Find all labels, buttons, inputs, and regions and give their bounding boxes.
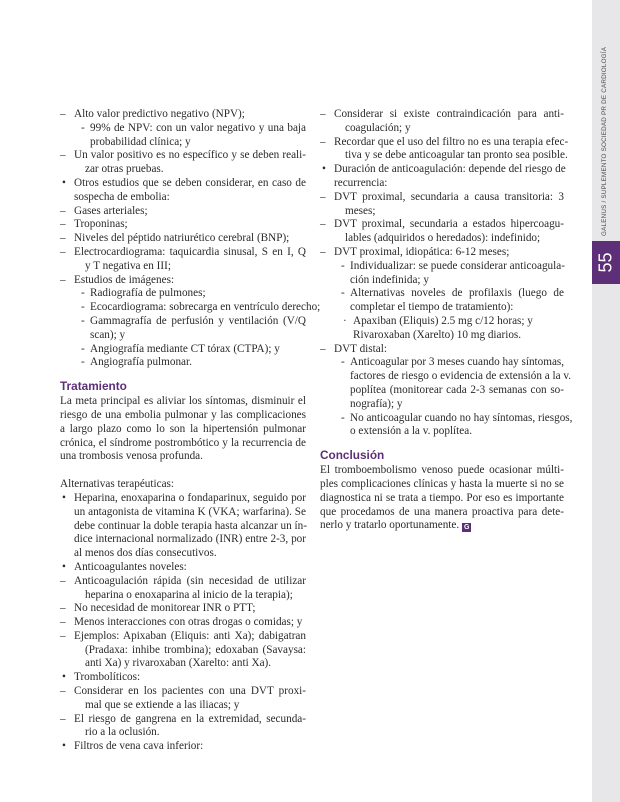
line-text: Tratamiento: [60, 379, 127, 394]
list-marker: -: [81, 121, 85, 134]
paragraph-line: [60, 437, 306, 451]
line-text: heparina o enoxaparina al inicio de la terapia);: [85, 588, 293, 601]
paragraph-line: [60, 423, 306, 437]
left-column: [60, 108, 321, 754]
line-text: mal que se extiende a las iliacas; y: [85, 698, 240, 711]
line-text: al menos dos días consecutivos.: [74, 547, 217, 560]
paragraph-line: [60, 395, 306, 409]
list-item-line: [320, 329, 564, 343]
section-heading: [320, 448, 564, 463]
line-text: No anticoagular cuando no hay síntomas, riesgos,: [350, 411, 573, 424]
list-item-line: [320, 411, 573, 426]
line-text: o extensión a la v. poplítea.: [350, 425, 472, 438]
list-item-line: [320, 218, 564, 232]
line-text: Gammagrafía de perfusión y ventilación (V/Q: [90, 314, 306, 327]
list-marker: -: [341, 259, 345, 272]
list-item-line: [320, 122, 564, 136]
paragraph-line: [60, 450, 306, 464]
list-item-line: [320, 301, 564, 315]
list-marker: –: [60, 218, 66, 231]
line-text: Considerar si existe contraindicación para anti-: [334, 108, 564, 120]
paragraph-gap: [60, 464, 306, 478]
line-text: meses;: [345, 204, 376, 217]
list-item-line: [60, 630, 306, 644]
list-marker: –: [60, 685, 66, 698]
paragraph-line: [320, 478, 564, 492]
list-item-line: [60, 726, 306, 740]
line-text: Gases arteriales;: [74, 204, 148, 217]
page-sidebar: [592, 0, 620, 802]
line-text: El tromboembolismo venoso puede ocasionar múlti-: [320, 464, 564, 477]
line-text: Heparina, enoxaparina o fondaparinux, seguido por: [74, 491, 306, 504]
list-item-line: [60, 274, 306, 288]
line-text: nerlo y tratarlo oportunamente.: [320, 519, 460, 532]
list-item-line: [60, 602, 306, 616]
list-item-line: [320, 384, 564, 398]
list-marker: -: [81, 356, 85, 369]
list-marker: -: [81, 314, 85, 327]
list-item-line: [320, 343, 564, 357]
right-column: [320, 108, 573, 533]
paragraph-line: [320, 506, 564, 520]
line-text: Anticoagulantes noveles:: [74, 560, 187, 573]
line-text: Menos interacciones con otras drogas o comidas; y: [74, 616, 303, 629]
list-marker: –: [60, 602, 66, 615]
paragraph-line: [320, 464, 564, 478]
line-text: Considerar en los pacientes con una DVT proxi-: [74, 685, 306, 698]
list-item-line: [60, 561, 306, 575]
paragraph-line: [320, 492, 564, 506]
list-marker: –: [60, 273, 66, 286]
list-item-line: [60, 246, 306, 260]
list-item-line: [320, 398, 564, 412]
line-text: sospecha de embolia:: [74, 190, 170, 203]
list-item-line: [60, 657, 306, 671]
line-text: Alternativas noveles de profilaxis (luego de: [350, 287, 564, 300]
line-text: DVT distal:: [334, 342, 387, 355]
line-text: Angiografía mediante CT tórax (CTPA); y: [90, 342, 280, 355]
running-title-text: GALENUS / SUPLEMENTO SOCIEDAD PR DE CARDIOLOGÍA: [601, 46, 608, 236]
list-marker: •: [62, 491, 66, 504]
list-marker: -: [341, 411, 345, 424]
list-item-line: [60, 108, 306, 122]
list-item-line: [320, 315, 564, 329]
line-text: DVT proximal, secundaria a causa transitoria: 3: [334, 190, 564, 203]
line-text: riesgo de una embolia pulmonar y las complicaciones: [60, 408, 306, 421]
line-text: debe continuar la doble terapia hasta alcanzar un ín-: [74, 519, 307, 532]
line-text: Apaxiban (Eliquis) 2.5 mg c/12 horas; y: [353, 314, 533, 327]
list-marker: -: [341, 356, 345, 369]
list-item-line: [320, 177, 564, 191]
list-item-line: [60, 589, 306, 603]
line-text: La meta principal es aliviar los síntomas, disminuir el: [60, 395, 306, 408]
line-text: una trombosis venosa profunda.: [60, 450, 203, 463]
list-item-line: [320, 163, 564, 177]
list-marker: –: [60, 108, 66, 120]
line-text: Conclusión: [320, 448, 385, 463]
line-text: Estudios de imágenes:: [74, 273, 175, 286]
page-number: [592, 241, 620, 284]
line-text: poplítea (monitorear cada 2-3 semanas con so-: [350, 383, 564, 396]
line-text: El riesgo de gangrena en la extremidad, secunda-: [74, 712, 306, 725]
list-marker: –: [60, 616, 66, 629]
list-item-line: [60, 343, 306, 357]
list-item-line: [320, 260, 564, 274]
list-item-line: [320, 135, 569, 150]
list-item-line: [60, 177, 306, 191]
list-marker: ·: [343, 314, 347, 327]
line-text: Anticoagulación rápida (sin necesidad de utilizar: [74, 574, 306, 587]
list-marker: –: [60, 245, 66, 258]
line-text: y T negativa en III;: [85, 259, 171, 272]
list-marker: –: [60, 712, 66, 725]
list-item-line: [60, 232, 306, 246]
list-marker: –: [60, 574, 66, 587]
list-item-line: [320, 425, 564, 439]
paragraph-line: [320, 519, 564, 533]
list-item-line: [320, 287, 564, 301]
list-item-line: [320, 370, 572, 384]
line-text: 99% de NPV: con un valor negativo y una baja: [90, 121, 306, 134]
list-marker: -: [81, 287, 85, 300]
list-item-line: [60, 740, 306, 754]
line-text: No necesidad de monitorear INR o PTT;: [74, 602, 256, 615]
list-marker: –: [60, 629, 66, 642]
list-item-line: [320, 356, 564, 370]
list-item-line: [60, 136, 306, 150]
line-text: Individualizar: se puede considerar anticoagula-: [350, 259, 565, 272]
line-text: anti Xa) y rivaroxaban (Xarelto: anti Xa).: [85, 657, 272, 670]
list-marker: –: [60, 204, 66, 217]
list-item-line: [60, 260, 306, 274]
line-text: DVT proximal, secundaria a estados hipercoagu-: [334, 218, 564, 231]
line-text: DVT proximal, idiopática: 6-12 meses;: [334, 245, 510, 258]
line-text: Anticoagular por 3 meses cuando hay síntomas,: [350, 356, 565, 369]
list-marker: –: [320, 190, 326, 203]
line-text: Rivaroxaban (Xarelto) 10 mg diarios.: [353, 328, 522, 341]
list-item-line: [60, 520, 306, 534]
section-heading: [60, 379, 306, 394]
line-text: Ejemplos: Apixaban (Eliquis: anti Xa); dabigatran: [74, 629, 306, 642]
line-text: Otros estudios que se deben considerar, en caso de: [74, 176, 306, 189]
list-item-line: [60, 492, 306, 506]
list-marker: -: [81, 301, 85, 314]
line-text: Duración de anticoagulación: depende del riesgo de: [334, 163, 566, 176]
list-marker: -: [81, 342, 85, 355]
list-item-line: [60, 699, 306, 713]
line-text: Ecocardiograma: sobrecarga en ventrículo derecho;: [90, 301, 321, 314]
list-marker: -: [341, 287, 345, 300]
list-item-line: [320, 246, 564, 260]
list-item-line: [60, 506, 306, 520]
list-item-line: [60, 329, 306, 343]
list-item-line: [60, 616, 306, 630]
list-item-line: [60, 671, 306, 685]
line-text: Alto valor predictivo negativo (NPV);: [74, 108, 245, 120]
line-text: ción indefinida; y: [350, 273, 429, 286]
line-text: nografía); y: [350, 397, 403, 410]
paragraph-line: [60, 409, 306, 423]
list-item-line: [320, 149, 568, 163]
line-text: lables (adquiridos o heredados): indefinido;: [345, 232, 541, 245]
list-marker: –: [60, 232, 66, 245]
list-item-line: [60, 122, 306, 136]
line-text: tiva y se debe anticoagular tan pronto sea posible.: [345, 149, 568, 162]
line-text: Filtros de vena cava inferior:: [74, 740, 204, 753]
list-marker: –: [320, 342, 326, 355]
end-of-article-mark: G: [463, 524, 470, 532]
line-text: a largo plazo como lo son la hipertensión pulmonar: [60, 422, 306, 435]
line-text: diagnostica ni se trata a tiempo. Por eso es importante: [320, 491, 564, 504]
line-text: ples complicaciones clínicas y hasta la muerte si no se: [320, 477, 564, 490]
list-marker: –: [320, 218, 326, 231]
list-item-line: [60, 713, 306, 727]
list-item-line: [320, 274, 564, 288]
line-text: (Pradaxa: inhibe trombina); edoxaban (Savaysa:: [85, 643, 306, 656]
paragraph-line: [60, 478, 306, 492]
line-text: scan); y: [90, 328, 126, 341]
line-text: dice internacional normalizado (INR) entre 2-3, por: [74, 533, 306, 546]
list-marker: –: [320, 135, 326, 148]
line-text: recurrencia:: [334, 176, 388, 189]
list-marker: •: [62, 176, 66, 189]
page-number-text: 55: [595, 252, 616, 273]
line-text: un antagonista de vitamina K (VKA; warfarina). Se: [74, 505, 306, 518]
list-item-line: [60, 644, 306, 658]
line-text: rio a la oclusión.: [85, 726, 160, 739]
list-item-line: [320, 108, 564, 122]
list-marker: •: [322, 163, 326, 176]
list-item-line: [320, 191, 564, 205]
line-text: Un valor positivo es no específico y se deben reali-: [74, 149, 306, 162]
list-marker: –: [320, 108, 326, 120]
list-marker: –: [60, 149, 66, 162]
list-item-line: [60, 149, 306, 163]
list-marker: •: [62, 740, 66, 753]
line-text: coagulación; y: [345, 121, 411, 134]
list-item-line: [60, 547, 306, 561]
line-text: Alternativas terapéuticas:: [60, 478, 174, 491]
line-text: crónica, el síndrome postrombótico y la recurrencia de: [60, 436, 306, 449]
line-text: Niveles del péptido natriurético cerebral (BNP);: [74, 232, 290, 245]
list-item-line: [60, 205, 306, 219]
line-text: Angiografía pulmonar.: [90, 356, 192, 369]
line-text: probabilidad clínica; y: [90, 135, 191, 148]
list-marker: –: [320, 245, 326, 258]
list-item-line: [60, 575, 306, 589]
list-marker: •: [62, 560, 66, 573]
list-item-line: [60, 356, 306, 370]
list-item-line: [60, 191, 306, 205]
list-item-line: [60, 301, 321, 315]
list-item-line: [60, 315, 306, 329]
list-item-line: [60, 685, 306, 699]
line-text: Radiografía de pulmones;: [90, 287, 206, 300]
line-text: zar otras pruebas.: [85, 163, 164, 176]
line-text: Trombolíticos:: [74, 671, 141, 684]
list-item-line: [60, 533, 306, 547]
list-item-line: [320, 232, 564, 246]
line-text: Electrocardiograma: taquicardia sinusal, S en I, Q: [74, 245, 306, 258]
line-text: Recordar que el uso del filtro no es una terapia efec-: [334, 135, 569, 148]
list-item-line: [60, 287, 306, 301]
list-item-line: [60, 163, 306, 177]
line-text: que procedamos de una manera proactiva para dete-: [320, 505, 564, 518]
line-text: factores de riesgo o evidencia de extensión a la v.: [350, 370, 572, 383]
list-item-line: [320, 205, 564, 219]
list-marker: •: [62, 671, 66, 684]
list-item-line: [60, 218, 306, 232]
line-text: completar el tiempo de tratamiento):: [350, 301, 514, 314]
line-text: Troponinas;: [74, 218, 128, 231]
